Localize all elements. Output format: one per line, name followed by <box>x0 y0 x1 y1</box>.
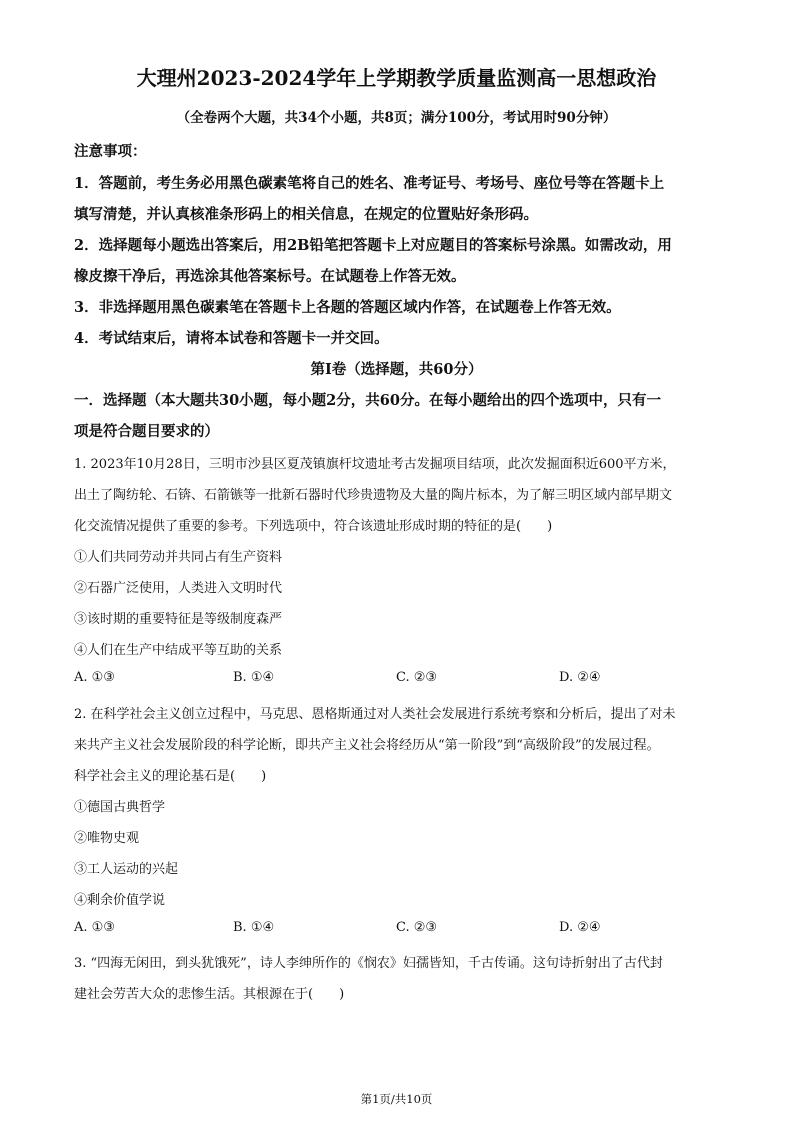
question-2-item: ①德国古典哲学 <box>74 800 166 815</box>
question-2-item: ②唯物史观 <box>74 831 140 846</box>
question-1-option-a: A. ①③ <box>74 670 115 685</box>
question-2-option-b: B. ①④ <box>233 920 275 935</box>
question-1-option-c: C. ②③ <box>396 670 438 685</box>
question-1-item: ②石器广泛使用，人类进入文明时代 <box>74 581 283 596</box>
question-1-option-d: D. ②④ <box>559 670 601 685</box>
question-3-stem: 建社会劳苦大众的悲惨生活。其根源在于( ) <box>74 987 345 1002</box>
question-2-option-c: C. ②③ <box>396 920 438 935</box>
notice-heading: 注意事项： <box>74 143 147 160</box>
question-1-item: ④人们在生产中结成平等互助的关系 <box>74 643 283 658</box>
page-number: 第1页/共10页 <box>360 1092 433 1106</box>
notice-line: 2．选择题每小题选出答案后，用2B铅笔把答题卡上对应题目的答案标号涂黑。如需改动，用 <box>74 237 672 254</box>
question-2-stem: 科学社会主义的理论基石是( ) <box>74 769 267 784</box>
notice-line: 4．考试结束后，请将本试卷和答题卡一并交回。 <box>74 330 389 347</box>
question-2-option-a: A. ①③ <box>74 920 115 935</box>
part-instruction: 项是符合题目要求的） <box>74 423 219 440</box>
question-2-stem: 2. 在科学社会主义创立过程中，马克思、恩格斯通过对人类社会发展进行系统考察和分析后，提出了对未 <box>74 707 676 722</box>
exam-subtitle: （全卷两个大题，共34个小题，共8页；满分100分，考试用时90分钟） <box>176 110 617 126</box>
question-2-stem: 来共产主义社会发展阶段的科学论断，即共产主义社会将经历从“第一阶段”到“高级阶段”的发展过程。 <box>74 738 660 753</box>
question-2-item: ④剩余价值学说 <box>74 893 166 908</box>
question-1-item: ③该时期的重要特征是等级制度森严 <box>74 612 283 627</box>
question-1-stem: 出土了陶纺轮、石锛、石箭镞等一批新石器时代珍贵遗物及大量的陶片标本，为了解三明区域内部早期文 <box>74 488 673 503</box>
question-2-option-d: D. ②④ <box>559 920 601 935</box>
question-1-option-b: B. ①④ <box>233 670 275 685</box>
section-heading: 第Ⅰ卷（选择题，共60分） <box>310 361 483 378</box>
question-1-stem: 化交流情况提供了重要的参考。下列选项中，符合该遗址形成时期的特征的是( ) <box>74 519 553 534</box>
notice-line: 橡皮擦干净后，再选涂其他答案标号。在试题卷上作答无效。 <box>74 268 466 285</box>
question-3-stem: 3. “四海无闲田，到头犹饿死”，诗人李绅所作的《悯农》妇孺皆知，千古传诵。这句诗折射出了古代封 <box>74 956 663 971</box>
question-1-stem: 1. 2023年10月28日，三明市沙县区夏茂镇旗杆坟遗址考古发掘项目结项，此次发掘面积近600平方米， <box>74 457 676 472</box>
notice-line: 填写清楚，并认真核准条形码上的相关信息，在规定的位置贴好条形码。 <box>74 206 538 223</box>
part-instruction: 一．选择题（本大题共30小题，每小题2分，共60分。在每小题给出的四个选项中，只有一 <box>74 392 661 409</box>
exam-title: 大理州2023-2024学年上学期教学质量监测高一思想政治 <box>136 66 657 90</box>
notice-line: 1．答题前，考生务必用黑色碳素笔将自己的姓名、准考证号、考场号、座位号等在答题卡上 <box>74 175 665 192</box>
question-1-item: ①人们共同劳动并共同占有生产资料 <box>74 550 283 565</box>
notice-line: 3．非选择题用黑色碳素笔在答题卡上各题的答题区域内作答，在试题卷上作答无效。 <box>74 299 621 316</box>
question-2-item: ③工人运动的兴起 <box>74 862 179 877</box>
